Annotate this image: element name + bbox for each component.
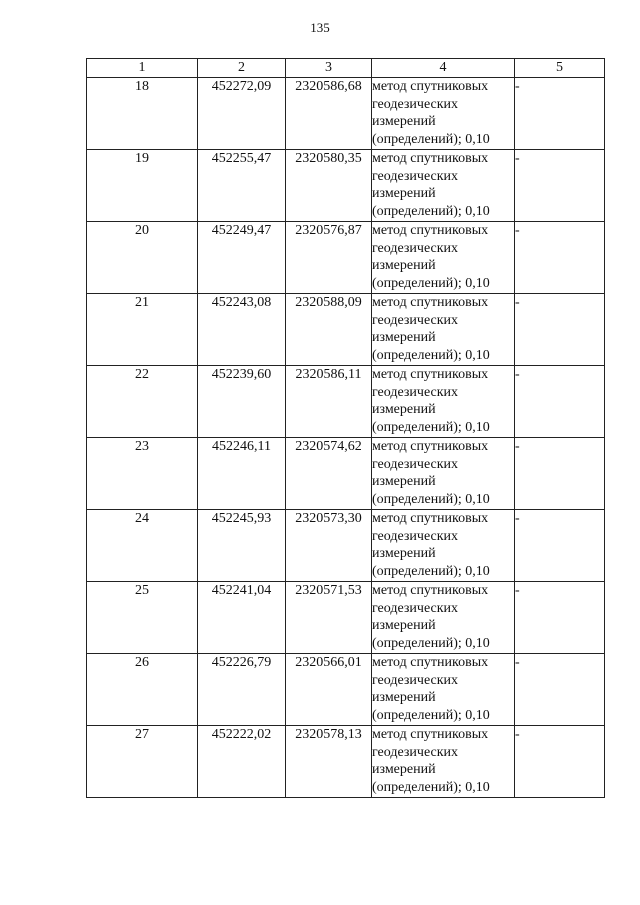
note-cell: - <box>515 510 605 582</box>
coordinate-y: 2320566,01 <box>286 654 372 726</box>
measurement-method: метод спутниковых геодезических измерений (определений); 0,10 <box>372 510 515 582</box>
coordinate-y: 2320588,09 <box>286 294 372 366</box>
measurement-method: метод спутниковых геодезических измерений (определений); 0,10 <box>372 222 515 294</box>
measurement-method: метод спутниковых геодезических измерений (определений); 0,10 <box>372 294 515 366</box>
coordinate-y: 2320578,13 <box>286 726 372 798</box>
point-number: 19 <box>87 150 198 222</box>
point-number: 22 <box>87 366 198 438</box>
note-cell: - <box>515 438 605 510</box>
column-header: 2 <box>198 59 286 78</box>
table-row <box>87 726 605 798</box>
coordinates-table <box>86 58 605 798</box>
table-row <box>87 438 605 510</box>
measurement-method: метод спутниковых геодезических измерений (определений); 0,10 <box>372 150 515 222</box>
point-number: 23 <box>87 438 198 510</box>
coordinate-y: 2320571,53 <box>286 582 372 654</box>
table-row <box>87 654 605 726</box>
coordinate-x: 452226,79 <box>198 654 286 726</box>
note-cell: - <box>515 654 605 726</box>
coordinate-x: 452245,93 <box>198 510 286 582</box>
note-cell: - <box>515 78 605 150</box>
measurement-method: метод спутниковых геодезических измерений (определений); 0,10 <box>372 438 515 510</box>
note-cell: - <box>515 150 605 222</box>
measurement-method: метод спутниковых геодезических измерений (определений); 0,10 <box>372 582 515 654</box>
coordinate-y: 2320576,87 <box>286 222 372 294</box>
note-cell: - <box>515 222 605 294</box>
table-row <box>87 366 605 438</box>
page-number: 135 <box>310 20 330 35</box>
table-row <box>87 510 605 582</box>
coordinate-y: 2320586,11 <box>286 366 372 438</box>
table-row <box>87 582 605 654</box>
point-number: 27 <box>87 726 198 798</box>
column-header: 5 <box>515 59 605 78</box>
measurement-method: метод спутниковых геодезических измерений (определений); 0,10 <box>372 726 515 798</box>
coordinate-x: 452241,04 <box>198 582 286 654</box>
point-number: 24 <box>87 510 198 582</box>
note-cell: - <box>515 294 605 366</box>
table-row <box>87 78 605 150</box>
column-header: 3 <box>286 59 372 78</box>
coordinate-y: 2320574,62 <box>286 438 372 510</box>
note-cell: - <box>515 582 605 654</box>
coordinate-x: 452243,08 <box>198 294 286 366</box>
table-row <box>87 222 605 294</box>
coordinate-x: 452249,47 <box>198 222 286 294</box>
point-number: 21 <box>87 294 198 366</box>
table-row <box>87 150 605 222</box>
coordinate-y: 2320586,68 <box>286 78 372 150</box>
coordinate-x: 452255,47 <box>198 150 286 222</box>
measurement-method: метод спутниковых геодезических измерений (определений); 0,10 <box>372 654 515 726</box>
note-cell: - <box>515 726 605 798</box>
coordinate-y: 2320580,35 <box>286 150 372 222</box>
coordinate-x: 452246,11 <box>198 438 286 510</box>
column-header: 1 <box>87 59 198 78</box>
coordinate-x: 452272,09 <box>198 78 286 150</box>
point-number: 26 <box>87 654 198 726</box>
table-header-row <box>87 59 605 78</box>
measurement-method: метод спутниковых геодезических измерений (определений); 0,10 <box>372 78 515 150</box>
coordinate-x: 452239,60 <box>198 366 286 438</box>
point-number: 25 <box>87 582 198 654</box>
column-header: 4 <box>372 59 515 78</box>
point-number: 20 <box>87 222 198 294</box>
note-cell: - <box>515 366 605 438</box>
table-row <box>87 294 605 366</box>
coordinate-y: 2320573,30 <box>286 510 372 582</box>
measurement-method: метод спутниковых геодезических измерений (определений); 0,10 <box>372 366 515 438</box>
coordinate-x: 452222,02 <box>198 726 286 798</box>
point-number: 18 <box>87 78 198 150</box>
